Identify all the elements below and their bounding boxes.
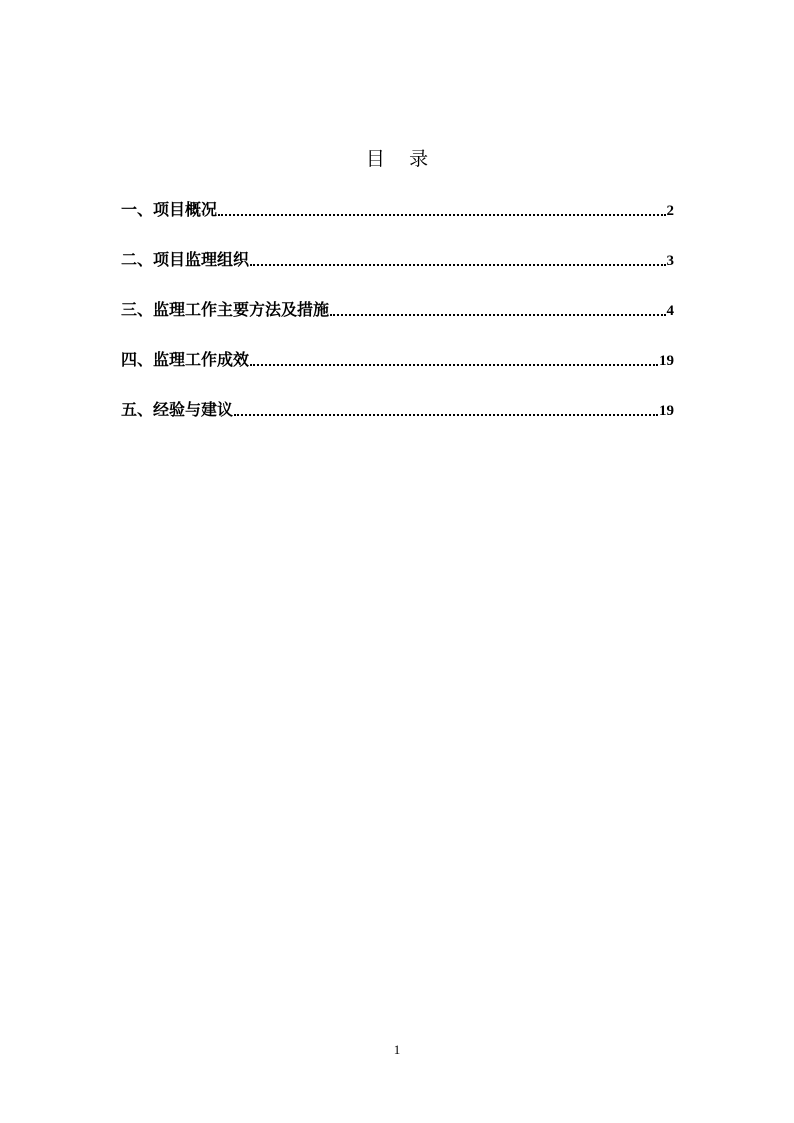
toc-entry-page: 2 xyxy=(666,203,674,219)
toc-entry-3[interactable] xyxy=(121,298,674,348)
toc-leader-dots xyxy=(250,364,658,366)
toc-entry-label: 二、项目监理组织 xyxy=(121,250,250,269)
toc-entry-2[interactable] xyxy=(121,248,674,298)
toc-entry-page: 19 xyxy=(659,403,674,419)
toc-leader-dots xyxy=(330,314,665,316)
toc-entry-5[interactable] xyxy=(121,398,674,448)
toc-entry-page: 19 xyxy=(659,353,674,369)
toc-entry-page: 3 xyxy=(666,253,674,269)
toc-leader-dots xyxy=(250,264,665,266)
toc-entry-label: 四、监理工作成效 xyxy=(121,350,250,369)
toc-entry-page: 4 xyxy=(666,303,674,319)
toc-entry-label: 三、监理工作主要方法及措施 xyxy=(121,300,330,319)
toc-title: 目 录 xyxy=(365,148,429,170)
toc-entry-4[interactable] xyxy=(121,348,674,398)
toc-list xyxy=(121,198,674,448)
toc-entry-1[interactable] xyxy=(121,198,674,248)
toc-entry-label: 五、经验与建议 xyxy=(121,400,234,419)
toc-leader-dots xyxy=(234,414,658,416)
page-number: 1 xyxy=(393,1042,401,1057)
toc-leader-dots xyxy=(218,214,665,216)
toc-entry-label: 一、项目概况 xyxy=(121,200,218,219)
